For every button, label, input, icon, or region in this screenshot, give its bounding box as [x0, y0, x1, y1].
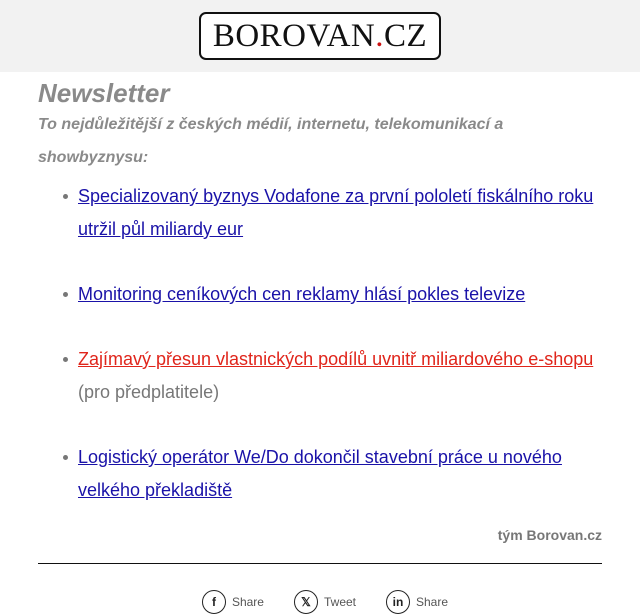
site-logo[interactable] [199, 12, 441, 59]
logo-dot: . [375, 18, 384, 55]
linkedin-share-button[interactable] [386, 590, 448, 614]
article-link[interactable]: Specializovaný byznys Vodafone za první pololetí fiskálního roku utržil půl miliardy eur [78, 186, 594, 239]
signature: tým Borovan.cz [497, 527, 602, 543]
divider [38, 563, 602, 564]
article-link[interactable]: Monitoring ceníkových cen reklamy hlásí pokles televize [78, 284, 526, 304]
header [0, 0, 640, 72]
newsletter-subtitle: To nejdůležitější z českých médií, internetu, telekomunikací a showbyznysu: [38, 116, 504, 166]
share-label: Share [416, 595, 449, 609]
article-list [38, 180, 602, 507]
facebook-share-button[interactable] [202, 590, 264, 614]
logo-main: BOROVAN [212, 18, 376, 55]
linkedin-icon: in [386, 590, 410, 614]
subscriber-note: (pro předplatitele) [78, 382, 220, 402]
tweet-label: Tweet [323, 595, 356, 609]
article-link[interactable]: Logistický operátor We/Do dokončil stavební práce u nového velkého překladiště [78, 447, 562, 500]
logo-tld: CZ [384, 18, 428, 55]
newsletter-title: Newsletter [38, 78, 170, 108]
x-icon: 𝕏 [294, 590, 318, 614]
tweet-button[interactable] [294, 590, 356, 614]
share-bar [48, 590, 602, 614]
share-label: Share [231, 595, 264, 609]
list-item [78, 343, 602, 409]
facebook-icon: f [202, 590, 226, 614]
list-item [78, 180, 602, 246]
list-item [78, 278, 602, 311]
newsletter-content [0, 72, 640, 614]
premium-article-link[interactable]: Zajímavý přesun vlastnických podílů uvnitř miliardového e-shopu [78, 349, 594, 369]
list-item [78, 441, 602, 507]
